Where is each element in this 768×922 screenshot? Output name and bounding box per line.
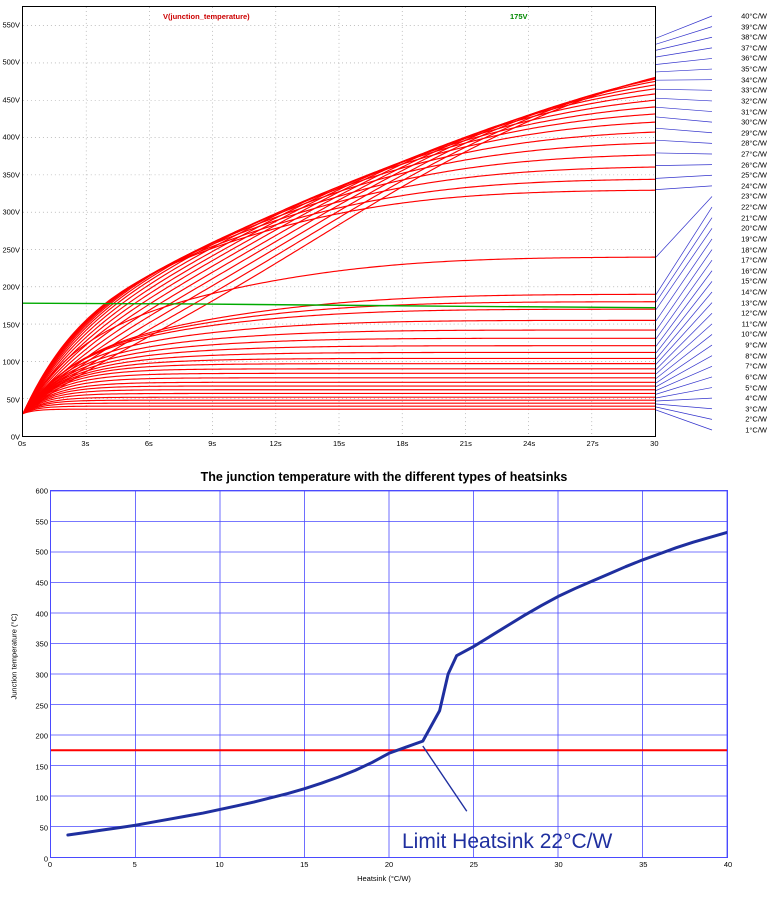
bottom-chart-x-tick: 5: [132, 860, 137, 869]
legend-item: 9°C/W: [745, 340, 767, 350]
legend-item: 37°C/W: [741, 43, 767, 53]
top-chart-trace-label: V(junction_temperature): [163, 12, 250, 21]
legend-item: 4°C/W: [745, 393, 767, 403]
legend-item: 25°C/W: [741, 170, 767, 180]
top-chart-y-tick: 250V: [2, 245, 20, 255]
bottom-chart-y-tick: 600: [35, 486, 48, 496]
bottom-chart-y-tick: 150: [35, 762, 48, 772]
top-chart-y-tick: 100V: [2, 357, 20, 367]
top-chart-x-axis: [18, 439, 659, 453]
bottom-chart-series: [51, 491, 727, 857]
top-chart-y-tick: 350V: [2, 170, 20, 180]
legend-item: 19°C/W: [741, 234, 767, 244]
top-chart-plot-area: [22, 6, 656, 437]
top-chart-x-tick: 30: [650, 439, 659, 448]
top-chart-y-tick: 450V: [2, 95, 20, 105]
legend-item: 30°C/W: [741, 117, 767, 127]
bottom-chart-y-axis: [18, 486, 48, 864]
legend-item: 29°C/W: [741, 128, 767, 138]
top-chart-y-tick: 300V: [2, 207, 20, 217]
bottom-chart-y-tick: 200: [35, 731, 48, 741]
limit-annotation: Limit Heatsink 22°C/W: [402, 830, 613, 853]
legend-item: 28°C/W: [741, 138, 767, 148]
legend-item: 31°C/W: [741, 107, 767, 117]
excel-chart-panel: [0, 462, 768, 922]
legend-item: 32°C/W: [741, 96, 767, 106]
bottom-chart-y-tick: 400: [35, 609, 48, 619]
legend-item: 13°C/W: [741, 298, 767, 308]
legend-item: 23°C/W: [741, 191, 767, 201]
bottom-chart-y-tick: 100: [35, 793, 48, 803]
bottom-chart-y-tick: 50: [39, 823, 48, 833]
legend-item: 35°C/W: [741, 64, 767, 74]
legend-item: 36°C/W: [741, 53, 767, 63]
legend-item: 3°C/W: [745, 404, 767, 414]
top-chart-x-tick: 6s: [144, 439, 153, 448]
top-chart-x-tick: 24s: [523, 439, 536, 448]
legend-item: 10°C/W: [741, 329, 767, 339]
bottom-chart-y-tick: 550: [35, 517, 48, 527]
legend-item: 2°C/W: [745, 414, 767, 424]
legend-item: 18°C/W: [741, 245, 767, 255]
bottom-chart-y-tick: 300: [35, 670, 48, 680]
top-chart-y-tick: 400V: [2, 132, 20, 142]
bottom-chart-x-tick: 0: [47, 860, 53, 869]
legend-item: 20°C/W: [741, 223, 767, 233]
legend-item: 33°C/W: [741, 85, 767, 95]
top-chart-y-axis: [0, 6, 20, 442]
bottom-chart-plot-area: [50, 490, 728, 858]
top-chart-x-tick: 0s: [18, 439, 26, 448]
bottom-chart-x-tick: 35: [639, 860, 648, 869]
top-chart-x-tick: 21s: [459, 439, 472, 448]
top-chart-y-tick: 200V: [2, 282, 20, 292]
bottom-chart-x-tick: 15: [300, 860, 309, 869]
top-chart-x-tick: 9s: [208, 439, 217, 448]
top-chart-y-tick: 150V: [2, 320, 20, 330]
bottom-chart-x-tick: 25: [469, 860, 478, 869]
legend-item: 12°C/W: [741, 308, 767, 318]
legend-item: 38°C/W: [741, 32, 767, 42]
legend-item: 11°C/W: [741, 319, 767, 329]
top-chart-x-tick: 27s: [586, 439, 599, 448]
bottom-chart-y-tick: 0: [43, 854, 48, 864]
bottom-chart-y-tick: 250: [35, 701, 48, 711]
bottom-chart-x-tick: 30: [554, 860, 563, 869]
top-chart-legend: [656, 6, 768, 437]
bottom-chart-x-tick: 10: [215, 860, 224, 869]
legend-item: 22°C/W: [741, 202, 767, 212]
bottom-chart-x-tick: 20: [384, 860, 394, 869]
legend-item: 5°C/W: [745, 383, 767, 393]
legend-item: 27°C/W: [741, 149, 767, 159]
top-chart-y-tick: 50V: [6, 395, 20, 405]
bottom-chart-y-axis-title: Junction temperature (°C): [9, 613, 19, 700]
legend-item: 21°C/W: [741, 213, 767, 223]
legend-item: 16°C/W: [741, 266, 767, 276]
bottom-chart-y-tick: 450: [35, 578, 48, 588]
legend-item: 26°C/W: [741, 160, 767, 170]
ltspice-transient-panel: [0, 0, 768, 460]
top-chart-traces: [23, 7, 655, 436]
top-chart-y-tick: 550V: [2, 20, 20, 30]
top-chart-y-tick: 0V: [10, 432, 20, 442]
bottom-chart-y-tick: 350: [35, 639, 48, 649]
legend-item: 24°C/W: [741, 181, 767, 191]
legend-item: 17°C/W: [741, 255, 767, 265]
bottom-chart-x-axis-title: Heatsink (°C/W): [357, 874, 411, 883]
top-chart-threshold-label: 175V: [510, 12, 528, 21]
bottom-chart-y-tick: 500: [35, 547, 48, 557]
top-chart-x-tick: 18s: [396, 439, 409, 448]
top-chart-y-tick: 500V: [2, 57, 20, 67]
legend-item: 39°C/W: [741, 22, 767, 32]
legend-item: 34°C/W: [741, 75, 767, 85]
top-chart-x-tick: 3s: [81, 439, 90, 448]
legend-item: 14°C/W: [741, 287, 767, 297]
top-chart-x-tick: 12s: [269, 439, 282, 448]
legend-item: 40°C/W: [741, 11, 767, 21]
legend-item: 15°C/W: [741, 276, 767, 286]
legend-item: 6°C/W: [745, 372, 767, 382]
legend-item: 1°C/W: [745, 425, 767, 435]
legend-item: 8°C/W: [745, 351, 767, 361]
bottom-chart-x-tick: 40: [723, 860, 733, 869]
legend-item: 7°C/W: [745, 361, 767, 371]
page-title: The junction temperature with the different types of heatsinks: [200, 470, 568, 484]
top-chart-x-tick: 15s: [332, 439, 346, 448]
bottom-chart-x-axis: [47, 860, 733, 872]
